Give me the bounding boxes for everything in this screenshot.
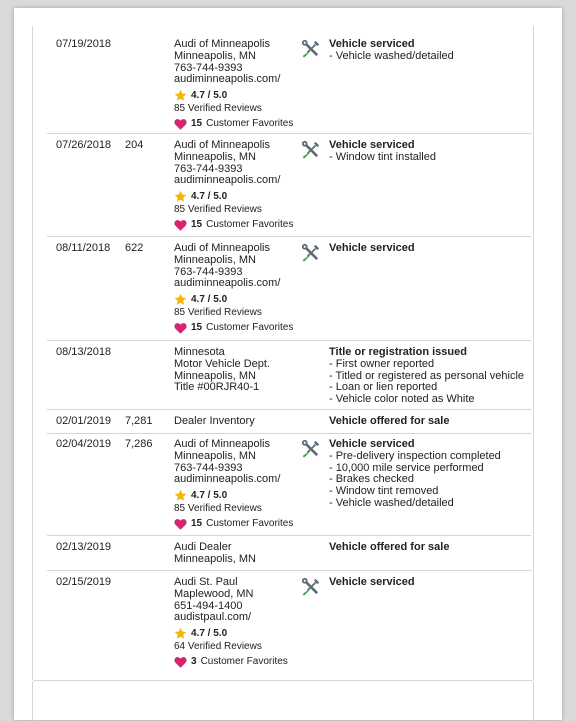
favorites-line (174, 322, 299, 334)
row-details (329, 243, 534, 255)
row-mileage: 7,286 (125, 439, 153, 451)
event-detail: - Vehicle color noted as White (329, 394, 534, 406)
row-date: 02/01/2019 (56, 416, 111, 428)
event-detail: - Vehicle washed/detailed (329, 498, 534, 510)
verified-reviews-link[interactable]: 64 Verified Reviews (174, 641, 299, 653)
history-row (47, 34, 531, 134)
event-detail: - Loan or lien reported (329, 382, 534, 394)
wrench-screwdriver-icon (301, 577, 321, 597)
source-line: Minneapolis, MN (174, 451, 299, 463)
row-source (174, 439, 299, 530)
source-website-link[interactable]: audiminneapolis.com/ (174, 474, 299, 486)
source-line: Minneapolis, MN (174, 554, 299, 566)
verified-reviews-link[interactable]: 85 Verified Reviews (174, 103, 299, 115)
rating-line (174, 89, 299, 102)
history-row (47, 434, 531, 536)
heart-icon (174, 518, 187, 530)
source-line: Audi of Minneapolis (174, 243, 299, 255)
source-line: 763-744-9393 (174, 63, 299, 75)
source-website-link[interactable]: audiminneapolis.com/ (174, 74, 299, 86)
row-date: 02/15/2019 (56, 577, 111, 589)
next-section-box (32, 680, 534, 721)
row-details (329, 439, 534, 510)
favorites-label: Customer Favorites (206, 518, 293, 530)
favorites-label: Customer Favorites (206, 322, 293, 334)
row-source (174, 39, 299, 130)
favorites-line (174, 656, 299, 668)
event-detail: - Vehicle washed/detailed (329, 51, 534, 63)
source-line: Motor Vehicle Dept. (174, 359, 299, 371)
favorites-label: Customer Favorites (206, 118, 293, 130)
source-line: Audi of Minneapolis (174, 140, 299, 152)
row-source (174, 243, 299, 334)
source-line: Minneapolis, MN (174, 152, 299, 164)
row-source (174, 416, 299, 428)
event-detail: - Titled or registered as personal vehicle (329, 371, 534, 383)
history-row (47, 238, 531, 341)
history-row (47, 411, 531, 434)
rating-line (174, 489, 299, 502)
rating-value: 4.7 / 5.0 (191, 191, 227, 203)
event-detail: - Window tint installed (329, 152, 534, 164)
event-detail: - Window tint removed (329, 486, 534, 498)
event-title: Vehicle serviced (329, 140, 534, 152)
heart-icon (174, 219, 187, 231)
source-line: Dealer Inventory (174, 416, 299, 428)
rating-value: 4.7 / 5.0 (191, 294, 227, 306)
source-line: Minneapolis, MN (174, 371, 299, 383)
event-title: Vehicle offered for sale (329, 542, 534, 554)
source-line: Maplewood, MN (174, 589, 299, 601)
favorites-count: 15 (191, 322, 202, 334)
event-title: Vehicle serviced (329, 439, 534, 451)
source-website-link[interactable]: audistpaul.com/ (174, 612, 299, 624)
row-details (329, 542, 534, 554)
event-detail: - Brakes checked (329, 474, 534, 486)
history-row (47, 537, 531, 571)
row-details (329, 140, 534, 164)
wrench-screwdriver-icon (301, 140, 321, 160)
row-details (329, 416, 534, 428)
event-title: Title or registration issued (329, 347, 534, 359)
source-website-link[interactable]: audiminneapolis.com/ (174, 278, 299, 290)
row-details (329, 347, 534, 406)
source-line: Minneapolis, MN (174, 255, 299, 267)
event-detail: - First owner reported (329, 359, 534, 371)
favorites-line (174, 219, 299, 231)
heart-icon (174, 656, 187, 668)
source-line: Audi of Minneapolis (174, 439, 299, 451)
source-line: 763-744-9393 (174, 164, 299, 176)
verified-reviews-link[interactable]: 85 Verified Reviews (174, 307, 299, 319)
row-date: 07/19/2018 (56, 39, 111, 51)
source-website-link[interactable]: audiminneapolis.com/ (174, 175, 299, 187)
row-date: 02/13/2019 (56, 542, 111, 554)
source-line: Minneapolis, MN (174, 51, 299, 63)
row-mileage: 204 (125, 140, 143, 152)
event-title: Vehicle offered for sale (329, 416, 534, 428)
row-date: 08/11/2018 (56, 243, 110, 255)
history-row (47, 135, 531, 237)
favorites-count: 15 (191, 118, 202, 130)
rating-line (174, 293, 299, 306)
source-line: Audi Dealer (174, 542, 299, 554)
source-line: 763-744-9393 (174, 463, 299, 475)
source-line: Minnesota (174, 347, 299, 359)
favorites-line (174, 118, 299, 130)
row-source (174, 577, 299, 668)
row-mileage: 7,281 (125, 416, 153, 428)
verified-reviews-link[interactable]: 85 Verified Reviews (174, 204, 299, 216)
favorites-label: Customer Favorites (206, 219, 293, 231)
star-icon (174, 89, 187, 102)
row-mileage: 622 (125, 243, 143, 255)
verified-reviews-link[interactable]: 85 Verified Reviews (174, 503, 299, 515)
star-icon (174, 293, 187, 306)
rating-value: 4.7 / 5.0 (191, 490, 227, 502)
rating-line (174, 627, 299, 640)
star-icon (174, 190, 187, 203)
rating-value: 4.7 / 5.0 (191, 628, 227, 640)
rating-line (174, 190, 299, 203)
star-icon (174, 489, 187, 502)
favorites-line (174, 518, 299, 530)
row-details (329, 39, 534, 63)
event-title: Vehicle serviced (329, 39, 534, 51)
source-line: Title #00RJR40-1 (174, 382, 299, 394)
row-source (174, 140, 299, 231)
wrench-screwdriver-icon (301, 439, 321, 459)
history-row (47, 342, 531, 410)
source-line: Audi of Minneapolis (174, 39, 299, 51)
wrench-screwdriver-icon (301, 243, 321, 263)
heart-icon (174, 118, 187, 130)
row-source (174, 542, 299, 566)
event-detail: - Pre-delivery inspection completed (329, 451, 534, 463)
source-line: 763-744-9393 (174, 267, 299, 279)
rating-value: 4.7 / 5.0 (191, 90, 227, 102)
event-detail: - 10,000 mile service performed (329, 463, 534, 475)
row-date: 02/04/2019 (56, 439, 111, 451)
row-date: 08/13/2018 (56, 347, 111, 359)
favorites-count: 15 (191, 219, 202, 231)
source-line: Audi St. Paul (174, 577, 299, 589)
source-line: 651-494-1400 (174, 601, 299, 613)
favorites-label: Customer Favorites (201, 656, 288, 668)
event-title: Vehicle serviced (329, 243, 534, 255)
heart-icon (174, 322, 187, 334)
event-title: Vehicle serviced (329, 577, 534, 589)
favorites-count: 15 (191, 518, 202, 530)
star-icon (174, 627, 187, 640)
history-row (47, 572, 531, 674)
row-date: 07/26/2018 (56, 140, 111, 152)
wrench-screwdriver-icon (301, 39, 321, 59)
row-source (174, 347, 299, 394)
row-details (329, 577, 534, 589)
favorites-count: 3 (191, 656, 197, 668)
